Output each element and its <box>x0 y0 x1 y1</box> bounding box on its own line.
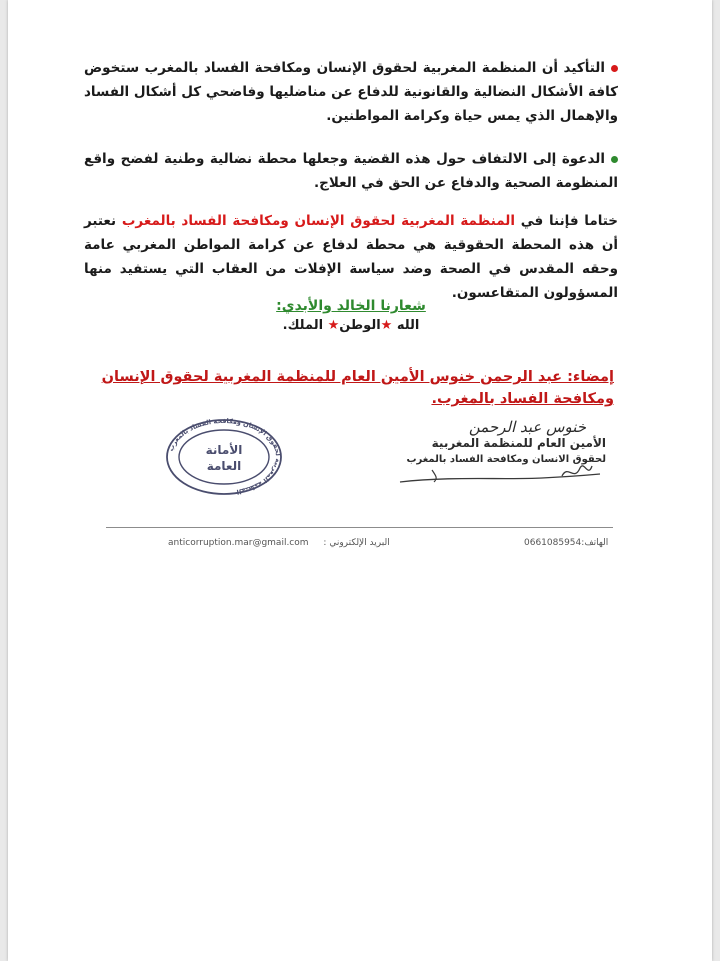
star-icon: ★ <box>327 318 340 333</box>
svg-text:العامة: العامة <box>206 459 242 473</box>
motto-title: شعارنا الخالد والأبدي: <box>276 298 426 314</box>
email-label: : البريد الإلكتروني <box>323 538 390 548</box>
paragraph-2-text: الدعوة إلى الالتفاف حول هذه القضية وجعلها محطة نضالية وطنية لفضح واقع المنظومة الصحية والدفاع عن الحق في العلاج. <box>84 151 618 191</box>
footer-email <box>168 538 390 548</box>
star-icon: ★ <box>380 318 393 333</box>
footer-phone <box>524 538 608 548</box>
svg-text:الأمانة: الأمانة <box>205 443 243 457</box>
closing-prefix: ختاما فإننا في <box>520 213 619 229</box>
paragraph-2 <box>84 147 618 195</box>
closing-rest: نعتبر أن هذه المحطة الحقوقية هي محطة لدفاع عن كرامة المواطن المغربي عامة وحقه المقدس في الصحة وضد سياسة الإفلات من العقاب التي يستفيد منها المسؤولون المتقاعسون. <box>84 213 618 301</box>
paragraph-1-text: التأكيد أن المنظمة المغربية لحقوق الإنسان ومكافحة الفساد بالمغرب ستخوض كافة الأشكال النضالية والقانونية للدفاع عن مناضليها وفاضحي كل أشكال الفساد والإهمال الذي يمس حياة وكرامة المواطنين. <box>84 60 618 124</box>
phone-number: 0661085954 <box>524 538 582 548</box>
red-bullet-icon <box>611 65 618 72</box>
stamp-seal-graphic <box>164 418 284 496</box>
closing-org-name: المنظمة المغربية لحقوق الإنسان ومكافحة الفساد بالمغرب <box>121 213 515 229</box>
green-bullet-icon <box>611 156 618 163</box>
signature-line: إمضاء: عبد الرحمن خنوس الأمين العام للمنظمة المغربية لحقوق الإنسان ومكافحة الفساد بالمغرب. <box>101 369 614 407</box>
phone-label: :الهاتف <box>581 538 609 548</box>
handwritten-signature <box>392 416 612 492</box>
handwritten-name: خنوس عبد الرحمن <box>468 418 586 436</box>
footer-divider <box>106 527 613 528</box>
motto-block <box>84 298 618 333</box>
motto-line <box>84 318 618 333</box>
motto-word-king: الملك. <box>282 318 324 333</box>
handwritten-title-line-1: الأمين العام للمنظمة المغربية <box>431 436 606 450</box>
closing-paragraph <box>84 209 618 305</box>
motto-word-nation: الوطن <box>339 318 381 333</box>
paragraph-1 <box>84 56 618 128</box>
official-stamp <box>164 418 284 496</box>
handwritten-title-line-2: لحقوق الانسان ومكافحة الفساد بالمغرب <box>406 454 606 465</box>
svg-text:المنظمة المغربية لحقوق الإنسان: المنظمة المغربية لحقوق الإنسان ومكافحة الفساد بالمغرب <box>166 418 283 496</box>
motto-word-god: الله <box>396 318 420 333</box>
email-address: anticorruption.mar@gmail.com <box>168 538 309 548</box>
